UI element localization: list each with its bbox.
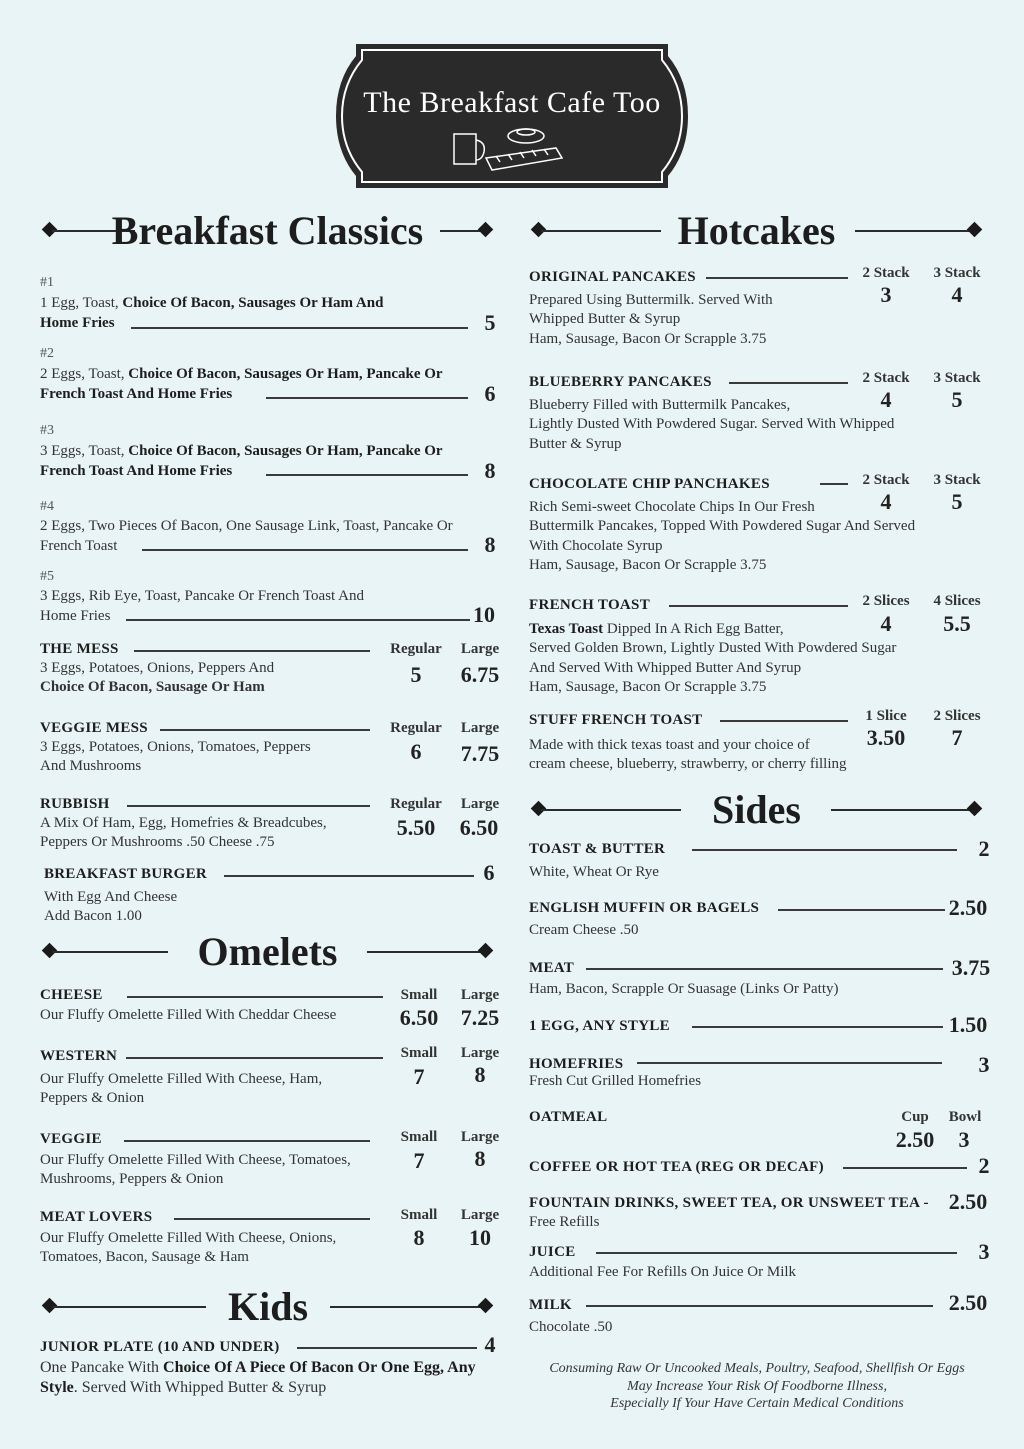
divider bbox=[541, 230, 661, 232]
item-name: THE MESS bbox=[40, 641, 119, 657]
desc-bold: Texas Toast bbox=[529, 621, 604, 637]
item-number: #4 bbox=[40, 499, 54, 514]
item-description-line3: Ham, Sausage, Bacon Or Scrapple 3.75 bbox=[529, 331, 767, 347]
item-description-line2: Home Fries bbox=[40, 608, 111, 624]
item-description-line2: Mushrooms, Peppers & Onion bbox=[40, 1171, 224, 1187]
desc-bold: Home Fries bbox=[40, 315, 115, 331]
logo bbox=[336, 40, 688, 192]
desc-text: 3 Eggs, Toast, bbox=[40, 443, 129, 459]
section-title: Sides bbox=[712, 787, 801, 832]
size-label: 2 Stack bbox=[862, 265, 910, 281]
item-price: 2 bbox=[978, 1153, 990, 1178]
item-number: #3 bbox=[40, 423, 54, 438]
item-price: 4 bbox=[880, 489, 892, 514]
item-price: 5 bbox=[951, 489, 963, 514]
size-label: 1 Slice bbox=[865, 708, 907, 724]
item-price: 8 bbox=[413, 1225, 425, 1250]
size-label: 4 Slices bbox=[933, 593, 981, 609]
diamond-icon bbox=[967, 801, 983, 817]
item-price: 4 bbox=[951, 282, 963, 307]
item-price: 3.75 bbox=[951, 955, 991, 980]
item-description: Our Fluffy Omelette Filled With Cheese, Ham, bbox=[40, 1071, 323, 1087]
item-name: 1 EGG, ANY STYLE bbox=[529, 1018, 670, 1034]
item-description bbox=[40, 1358, 476, 1378]
size-label: Small bbox=[400, 1045, 438, 1061]
desc-bold: Choice Of Bacon, Sausages Or Ham And bbox=[122, 295, 384, 311]
item-description bbox=[40, 294, 510, 314]
desc-bold: French Toast And Home Fries bbox=[40, 463, 233, 479]
size-label: Large bbox=[460, 720, 500, 736]
item-description: Additional Fee For Refills On Juice Or Milk bbox=[529, 1264, 797, 1280]
size-label: Cup bbox=[901, 1109, 929, 1125]
price-leader bbox=[142, 549, 468, 551]
desc-text: 2 Eggs, Toast, bbox=[40, 366, 129, 382]
item-price: 2.50 bbox=[948, 1290, 988, 1315]
item-description bbox=[40, 365, 510, 385]
item-name: ENGLISH MUFFIN OR BAGELS bbox=[529, 900, 760, 916]
size-label: Regular bbox=[390, 641, 442, 657]
item-description: Cream Cheese .50 bbox=[529, 922, 639, 938]
price-leader bbox=[692, 1026, 943, 1028]
size-label: 2 Slices bbox=[862, 593, 910, 609]
item-price: 8 bbox=[474, 1062, 486, 1087]
item-price: 7.25 bbox=[460, 1005, 500, 1030]
item-price: 4 bbox=[880, 611, 892, 636]
item-price: 5 bbox=[484, 310, 496, 335]
item-description-line2: Peppers & Onion bbox=[40, 1090, 145, 1106]
price-leader bbox=[126, 619, 470, 621]
price-leader bbox=[126, 1057, 383, 1059]
item-price: 7.75 bbox=[460, 741, 500, 766]
item-description bbox=[529, 620, 784, 640]
item-name: MILK bbox=[529, 1297, 572, 1313]
desc-text: 1 Egg, Toast, bbox=[40, 295, 123, 311]
item-description: Rich Semi-sweet Chocolate Chips In Our Fresh bbox=[529, 499, 815, 515]
size-label: 3 Stack bbox=[933, 370, 981, 386]
item-price: 7 bbox=[413, 1148, 425, 1173]
item-description: Our Fluffy Omelette Filled With Cheese, Tomatoes, bbox=[40, 1152, 351, 1168]
section-breakfast-classics bbox=[40, 207, 495, 255]
item-price: 7 bbox=[951, 725, 963, 750]
item-name: MEAT LOVERS bbox=[40, 1209, 153, 1225]
notice-line: Consuming Raw Or Uncooked Meals, Poultry, Seafood, Shellfish Or Eggs bbox=[549, 1361, 965, 1376]
item-name: HOMEFRIES bbox=[529, 1056, 624, 1072]
item-description: Free Refills bbox=[529, 1214, 600, 1230]
price-leader bbox=[669, 605, 848, 607]
item-description-line3: With Chocolate Syrup bbox=[529, 538, 663, 554]
desc-bold: Style bbox=[40, 1379, 74, 1396]
item-description-line2: Peppers Or Mushrooms .50 Cheese .75 bbox=[40, 834, 275, 850]
item-price: 6.50 bbox=[399, 1005, 439, 1030]
item-description-line2: Tomatoes, Bacon, Sausage & Ham bbox=[40, 1249, 249, 1265]
price-leader bbox=[266, 474, 468, 476]
item-price: 7 bbox=[413, 1064, 425, 1089]
item-description: A Mix Of Ham, Egg, Homefries & Breadcubes, bbox=[40, 815, 327, 831]
price-leader bbox=[134, 650, 370, 652]
size-label: Large bbox=[460, 1129, 500, 1145]
item-description: Ham, Bacon, Scrapple Or Suasage (Links Or Patty) bbox=[529, 981, 839, 997]
size-label: 2 Stack bbox=[862, 472, 910, 488]
divider bbox=[541, 809, 681, 811]
item-description-line3: Butter & Syrup bbox=[529, 436, 622, 452]
section-title: Breakfast Classics bbox=[111, 208, 424, 253]
item-description-line2: French Toast bbox=[40, 538, 118, 554]
item-price: 4 bbox=[880, 387, 892, 412]
price-leader bbox=[224, 875, 474, 877]
item-name: OATMEAL bbox=[529, 1109, 608, 1125]
divider bbox=[367, 951, 485, 953]
price-leader bbox=[266, 397, 468, 399]
price-leader bbox=[729, 382, 848, 384]
item-name: BREAKFAST BURGER bbox=[44, 866, 208, 882]
item-name: WESTERN bbox=[40, 1048, 118, 1064]
diamond-icon bbox=[478, 943, 494, 959]
item-name: STUFF FRENCH TOAST bbox=[529, 712, 703, 728]
item-price: 8 bbox=[474, 1146, 486, 1171]
price-leader bbox=[706, 277, 848, 279]
item-description-line2: Add Bacon 1.00 bbox=[44, 908, 142, 924]
item-description: Prepared Using Buttermilk. Served With bbox=[529, 292, 773, 308]
item-description: 3 Eggs, Potatoes, Onions, Peppers And bbox=[40, 660, 275, 676]
size-label: Large bbox=[460, 1207, 500, 1223]
item-description-line2: cream cheese, blueberry, strawberry, or cherry filling bbox=[529, 756, 847, 772]
size-label: Large bbox=[460, 987, 500, 1003]
item-name: JUNIOR PLATE (10 AND UNDER) bbox=[40, 1339, 280, 1355]
item-description-line2: Lightly Dusted With Powdered Sugar. Served With Whipped bbox=[529, 416, 895, 432]
item-description-line2 bbox=[40, 1378, 326, 1398]
price-leader bbox=[297, 1347, 477, 1349]
price-leader bbox=[820, 483, 848, 485]
item-price: 5.50 bbox=[396, 815, 436, 840]
divider bbox=[831, 809, 974, 811]
item-description-line2: Served Golden Brown, Lightly Dusted With Powdered Sugar bbox=[529, 640, 897, 656]
section-title: Omelets bbox=[197, 929, 338, 974]
price-leader bbox=[637, 1062, 942, 1064]
size-label: 2 Slices bbox=[933, 708, 981, 724]
item-price: 6.50 bbox=[459, 815, 499, 840]
size-label: Bowl bbox=[948, 1109, 982, 1125]
price-leader bbox=[720, 720, 848, 722]
item-description: Our Fluffy Omelette Filled With Cheese, Onions, bbox=[40, 1230, 337, 1246]
desc-text: One Pancake With bbox=[40, 1359, 164, 1376]
item-number: #2 bbox=[40, 346, 54, 361]
item-price: 8 bbox=[484, 532, 496, 557]
section-kids bbox=[40, 1283, 495, 1331]
item-description-line2: Whipped Butter & Syrup bbox=[529, 311, 681, 327]
item-price: 6.75 bbox=[460, 662, 500, 687]
item-name: BLUEBERRY PANCAKES bbox=[529, 374, 712, 390]
divider bbox=[52, 951, 168, 953]
item-description-line2 bbox=[40, 385, 232, 405]
item-number: #5 bbox=[40, 569, 54, 584]
section-hotcakes bbox=[529, 207, 984, 255]
section-title: Hotcakes bbox=[677, 208, 836, 253]
logo-title: The Breakfast Cafe Too bbox=[363, 86, 661, 119]
item-price: 2.50 bbox=[948, 1189, 988, 1214]
health-notice bbox=[519, 1360, 995, 1413]
item-name: FRENCH TOAST bbox=[529, 597, 650, 613]
item-description: Made with thick texas toast and your choice of bbox=[529, 737, 810, 753]
item-price: 3 bbox=[880, 282, 892, 307]
item-description-line3: And Served With Whipped Butter And Syrup bbox=[529, 660, 802, 676]
item-number: #1 bbox=[40, 275, 54, 290]
divider bbox=[330, 1306, 485, 1308]
item-description-line2: Choice Of Bacon, Sausage Or Ham bbox=[40, 679, 265, 695]
size-label: Small bbox=[400, 1207, 438, 1223]
diamond-icon bbox=[967, 222, 983, 238]
price-leader bbox=[596, 1252, 957, 1254]
item-price: 8 bbox=[484, 458, 496, 483]
price-leader bbox=[778, 909, 945, 911]
item-description: Our Fluffy Omelette Filled With Cheddar Cheese bbox=[40, 1007, 337, 1023]
item-price: 6 bbox=[410, 739, 422, 764]
price-leader bbox=[586, 1305, 933, 1307]
item-name: VEGGIE MESS bbox=[40, 720, 148, 736]
section-sides bbox=[529, 786, 984, 834]
section-title: Kids bbox=[227, 1284, 309, 1329]
item-price: 6 bbox=[483, 860, 495, 885]
diamond-icon bbox=[478, 222, 494, 238]
desc-bold: Choice Of A Piece Of Bacon Or One Egg, Any bbox=[163, 1359, 476, 1376]
item-description: 2 Eggs, Two Pieces Of Bacon, One Sausage Link, Toast, Pancake Or bbox=[40, 518, 453, 534]
size-label: Regular bbox=[390, 796, 442, 812]
item-description-line4: Ham, Sausage, Bacon Or Scrapple 3.75 bbox=[529, 679, 767, 695]
size-label: Large bbox=[460, 796, 500, 812]
item-description-line2 bbox=[40, 314, 115, 334]
size-label: 2 Stack bbox=[862, 370, 910, 386]
item-price: 1.50 bbox=[948, 1012, 988, 1037]
item-price: 5.5 bbox=[943, 611, 971, 636]
item-price: 2 bbox=[978, 836, 990, 861]
item-description: 3 Eggs, Rib Eye, Toast, Pancake Or French Toast And bbox=[40, 588, 364, 604]
price-leader bbox=[586, 968, 943, 970]
item-description: Blueberry Filled with Buttermilk Pancakes, bbox=[529, 397, 791, 413]
size-label: 3 Stack bbox=[933, 265, 981, 281]
item-name: MEAT bbox=[529, 960, 575, 976]
price-leader bbox=[131, 327, 468, 329]
diamond-icon bbox=[478, 1298, 494, 1314]
section-omelets bbox=[40, 928, 495, 976]
size-label: 3 Stack bbox=[933, 472, 981, 488]
size-label: Small bbox=[400, 1129, 438, 1145]
desc-bold: French Toast And Home Fries bbox=[40, 386, 233, 402]
divider bbox=[52, 1306, 206, 1308]
item-description: Chocolate .50 bbox=[529, 1319, 613, 1335]
price-leader bbox=[692, 849, 957, 851]
price-leader bbox=[127, 996, 383, 998]
item-name: TOAST & BUTTER bbox=[529, 841, 666, 857]
item-name: ORIGINAL PANCAKES bbox=[529, 269, 696, 285]
item-description-line4: Ham, Sausage, Bacon Or Scrapple 3.75 bbox=[529, 557, 767, 573]
size-label: Large bbox=[460, 1045, 500, 1061]
notice-line: May Increase Your Risk Of Foodborne Illness, bbox=[627, 1378, 887, 1394]
divider bbox=[855, 230, 975, 232]
price-leader bbox=[124, 1140, 370, 1142]
desc-bold: Choice Of Bacon, Sausages Or Ham, Pancake Or bbox=[128, 366, 443, 382]
item-price: 6 bbox=[484, 381, 496, 406]
price-leader bbox=[843, 1167, 967, 1169]
item-price: 10 bbox=[473, 602, 495, 627]
desc-text: . Served With Whipped Butter & Syrup bbox=[73, 1379, 327, 1396]
price-leader bbox=[174, 1218, 370, 1220]
item-price: 2.50 bbox=[895, 1127, 935, 1152]
item-price: 2.50 bbox=[948, 895, 988, 920]
item-description: Fresh Cut Grilled Homefries bbox=[529, 1073, 702, 1089]
item-description-line2 bbox=[40, 462, 232, 482]
item-name: COFFEE OR HOT TEA (REG OR DECAF) bbox=[529, 1159, 824, 1175]
item-price: 3.50 bbox=[866, 725, 906, 750]
price-leader bbox=[160, 729, 370, 731]
item-price: 10 bbox=[469, 1225, 491, 1250]
item-description bbox=[40, 442, 510, 462]
item-description: With Egg And Cheese bbox=[44, 889, 178, 905]
item-description: 3 Eggs, Potatoes, Onions, Tomatoes, Peppers bbox=[40, 739, 311, 755]
item-price: 3 bbox=[978, 1239, 990, 1264]
item-price: 5 bbox=[951, 387, 963, 412]
item-description-line2: Buttermilk Pancakes, Topped With Powdered Sugar And Served bbox=[529, 518, 916, 534]
item-name: CHEESE bbox=[40, 987, 103, 1003]
item-price: 4 bbox=[484, 1332, 496, 1357]
item-name: RUBBISH bbox=[40, 796, 110, 812]
item-name: VEGGIE bbox=[40, 1131, 102, 1147]
desc-bold: Choice Of Bacon, Sausages Or Ham, Pancake Or bbox=[128, 443, 443, 459]
price-leader bbox=[127, 805, 370, 807]
size-label: Large bbox=[460, 641, 500, 657]
item-price: 3 bbox=[978, 1052, 990, 1077]
item-description: White, Wheat Or Rye bbox=[529, 864, 659, 880]
item-description-line2: And Mushrooms bbox=[40, 758, 142, 774]
item-name: FOUNTAIN DRINKS, SWEET TEA, OR UNSWEET TEA - bbox=[529, 1195, 929, 1211]
item-name: JUICE bbox=[529, 1244, 576, 1260]
item-name: CHOCOLATE CHIP PANCHAKES bbox=[529, 476, 770, 492]
notice-line: Especially If Your Have Certain Medical Conditions bbox=[610, 1396, 904, 1411]
item-price: 3 bbox=[958, 1127, 970, 1152]
size-label: Small bbox=[400, 987, 438, 1003]
size-label: Regular bbox=[390, 720, 442, 736]
desc-text: Dipped In A Rich Egg Batter, bbox=[603, 621, 784, 637]
item-price: 5 bbox=[410, 662, 422, 687]
